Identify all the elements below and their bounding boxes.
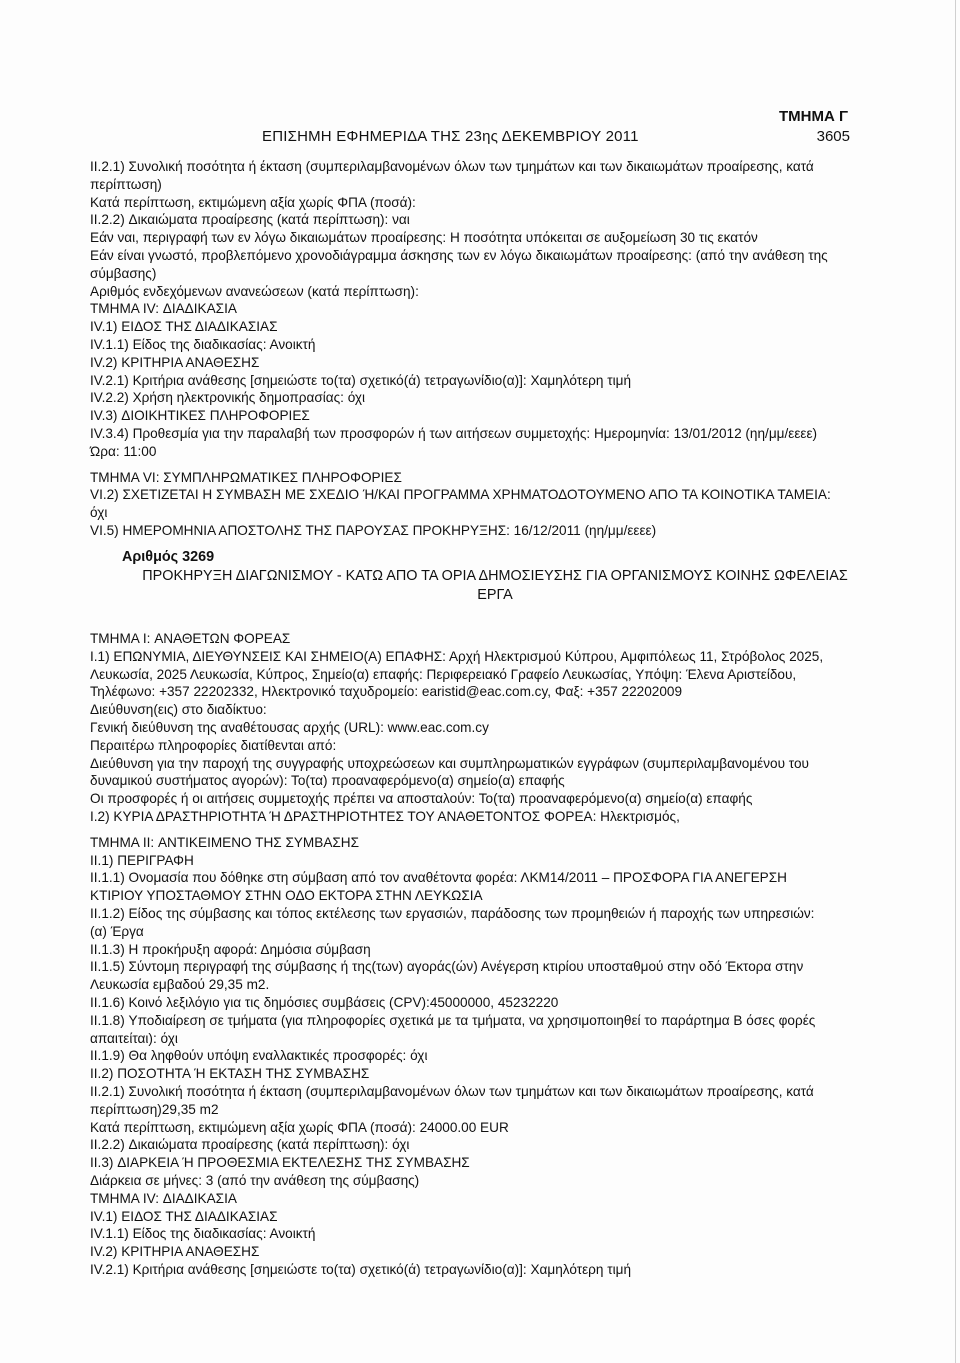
text-line: Λευκωσία εμβαδού 29,35 m2. xyxy=(90,977,270,993)
text-line: απαιτείται): όχι xyxy=(90,1030,178,1046)
text-line: IV.2.1) Κριτήρια ανάθεσης [σημειώστε το(τα) σχετικό(ά) τετραγωνίδιο(α)]: Χαμηλότερη τιμή xyxy=(90,1261,632,1277)
text-line: IV.1) ΕΙΔΟΣ ΤΗΣ ΔΙΑΔΙΚΑΣΙΑΣ xyxy=(90,1208,278,1224)
text-line: ΤΜΗΜΑ IV: ΔΙΑΔΙΚΑΣΙΑ xyxy=(90,1190,237,1206)
text-line: II.3) ΔΙΑΡΚΕΙΑ Ή ΠΡΟΘΕΣΜΙΑ ΕΚΤΕΛΕΣΗΣ ΤΗΣ ΣΥΜΒΑΣΗΣ xyxy=(90,1155,470,1171)
text-line: ΤΜΗΜΑ IV: ΔΙΑΔΙΚΑΣΙΑ xyxy=(90,301,237,317)
text-line: Διάρκεια σε μήνες: 3 (από την ανάθεση της σύμβασης) xyxy=(90,1172,420,1188)
bottom-text-block xyxy=(90,630,855,1279)
notice-title: ΠΡΟΚΗΡΥΞΗ ΔΙΑΓΩΝΙΣΜΟΥ - ΚΑΤΩ ΑΠΟ ΤΑ ΟΡΙΑ ΔΗΜΟΣΙΕΥΣΗΣ ΓΙΑ ΟΡΓΑΝΙΣΜΟΥΣ ΚΟΙΝΗΣ ΩΦΕΛΕΙΑΣ ΕΡΓΑ xyxy=(142,568,848,603)
text-line: Λευκωσία, 2025 Λευκωσία, Κύπρος, Σημείο(α) επαφής: Περιφερειακό Γραφείο Λευκωσίας, Υπόψη: Έλενα Αριστείδου, xyxy=(90,666,797,682)
text-line: II.1.2) Είδος της σύμβασης και τόπος εκτέλεσης των εργασιών, παράδοσης των προμηθειών ή παροχής των υπηρεσιών: xyxy=(90,905,815,921)
text-line: II.2.1) Συνολική ποσότητα ή έκταση (συμπεριλαμβανομένων όλων των τμημάτων και των δικαιωμάτων προαίρεσης, κατά xyxy=(90,1083,814,1099)
text-line: IV.1) ΕΙΔΟΣ ΤΗΣ ΔΙΑΔΙΚΑΣΙΑΣ xyxy=(90,319,278,335)
text-line: ΤΜΗΜΑ II: ΑΝΤΙΚΕΙΜΕΝΟ ΤΗΣ ΣΥΜΒΑΣΗΣ xyxy=(90,834,360,850)
text-line: σύμβασης) xyxy=(90,265,157,281)
text-line: περίπτωση) xyxy=(90,176,162,192)
spacer xyxy=(90,826,855,834)
text-line: ΤΜΗΜΑ VI: ΣΥΜΠΛΗΡΩΜΑΤΙΚΕΣ ΠΛΗΡΟΦΟΡΙΕΣ xyxy=(90,469,402,485)
scan-edge-line xyxy=(955,0,956,1363)
text-line: IV.3) ΔΙΟΙΚΗΤΙΚΕΣ ΠΛΗΡΟΦΟΡΙΕΣ xyxy=(90,408,310,424)
text-line: II.1) ΠΕΡΙΓΡΑΦΗ xyxy=(90,852,194,868)
text-line: Διεύθυνση(εις) στο διαδίκτυο: xyxy=(90,702,267,718)
text-line: II.2) ΠΟΣΟΤΗΤΑ Ή ΕΚΤΑΣΗ ΤΗΣ ΣΥΜΒΑΣΗΣ xyxy=(90,1066,370,1082)
text-line: IV.3.4) Προθεσμία για την παραλαβή των προσφορών ή των αιτήσεων συμμετοχής: Ημερομηνία: 13/01/2012 (ηη/μμ/εεεε) xyxy=(90,425,818,441)
text-line: ΚΤΙΡΙΟΥ ΥΠΟΣΤΑΘΜΟΥ ΣΤΗΝ ΟΔΟ ΕΚΤΟΡΑ ΣΤΗΝ ΛΕΥΚΩΣΙΑ xyxy=(90,888,483,904)
text-line: VI.2) ΣΧΕΤΙΖΕΤΑΙ Η ΣΥΜΒΑΣΗ ΜΕ ΣΧΕΔΙΟ Ή/ΚΑΙ ΠΡΟΓΡΑΜΜΑ ΧΡΗΜΑΤΟΔΟΤΟΥΜΕΝΟ ΑΠΟ ΤΑ ΚΟΙΝΟΤΙΚΑ ΤΑΜΕΙΑ: xyxy=(90,487,831,503)
text-line: II.1.9) Θα ληφθούν υπόψη εναλλακτικές προσφορές: όχι xyxy=(90,1048,428,1064)
notice-number: Αριθμός 3269 xyxy=(122,549,215,565)
text-line: IV.1.1) Είδος της διαδικασίας: Ανοικτή xyxy=(90,1226,316,1242)
text-line: Ώρα: 11:00 xyxy=(90,443,157,459)
text-line: ΤΜΗΜΑ I: ΑΝΑΘΕΤΩΝ ΦΟΡΕΑΣ xyxy=(90,631,291,646)
text-line: VI.5) ΗΜΕΡΟΜΗΝΙΑ ΑΠΟΣΤΟΛΗΣ ΤΗΣ ΠΑΡΟΥΣΑΣ ΠΡΟΚΗΡΥΞΗΣ: 16/12/2011 (ηη/μμ/εεεε) xyxy=(90,522,657,538)
text-line: IV.1.1) Είδος της διαδικασίας: Ανοικτή xyxy=(90,336,316,352)
text-line: Γενική διεύθυνση της αναθέτουσας αρχής (URL): www.eac.com.cy xyxy=(90,719,489,735)
text-line: Διεύθυνση για την παροχή της συγγραφής υποχρεώσεων και συμπληρωματικών εγγράφων (συμπεριλαμβανομένου του xyxy=(90,755,809,771)
text-line: Εάν ναι, περιγραφή των εν λόγω δικαιωμάτων προαίρεσης: Η ποσότητα υπόκειται σε αυξομείωση 30 τις εκατόν xyxy=(90,230,758,246)
text-line: IV.2.2) Χρήση ηλεκτρονικής δημοπρασίας: όχι xyxy=(90,390,366,406)
text-line: Κατά περίπτωση, εκτιμώμενη αξία χωρίς ΦΠΑ (ποσά): 24000.00 EUR xyxy=(90,1119,509,1135)
spacer xyxy=(90,461,855,469)
page-number: 3605 xyxy=(816,128,850,145)
text-line: II.2.2) Δικαιώματα προαίρεσης (κατά περίπτωση): όχι xyxy=(90,1137,410,1153)
notice-heading xyxy=(90,548,870,605)
text-line: Περαιτέρω πληροφορίες διατίθενται από: xyxy=(90,737,337,753)
text-line: II.2.2) Δικαιώματα προαίρεσης (κατά περίπτωση): ναι xyxy=(90,212,410,228)
text-line: περίπτωση)29,35 m2 xyxy=(90,1101,219,1117)
text-line: II.1.8) Υποδιαίρεση σε τμήματα (για πληροφορίες σχετικά με τα τμήματα, να χρησιμοποιηθεί το παράρτημα Β όσες φορές xyxy=(90,1012,816,1028)
text-line: (α) Έργα xyxy=(90,923,144,939)
text-line: II.1.6) Κοινό λεξιλόγιο για τις δημόσιες συμβάσεις (CPV):45000000, 45232220 xyxy=(90,994,559,1010)
section-tag: ΤΜΗΜΑ Γ xyxy=(778,108,848,125)
top-text-block xyxy=(90,158,855,540)
text-line: δυναμικού συστήματος αγορών): Το(τα) προαναφερόμενο(α) σημείο(α) επαφής xyxy=(90,773,565,789)
text-line: Αριθμός ενδεχόμενων ανανεώσεων (κατά περίπτωση): xyxy=(90,283,419,299)
gazette-header-line: ΕΠΙΣΗΜΗ ΕΦΗΜΕΡΙΔΑ ΤΗΣ 23ης ΔΕΚΕΜΒΡΙΟΥ 2011 xyxy=(262,128,639,145)
text-line: Τηλέφωνο: +357 22202332, Ηλεκτρονικό ταχυδρομείο: earistid@eac.com.cy, Φαξ: +357 22202009 xyxy=(90,684,683,700)
text-line: Οι προσφορές ή οι αιτήσεις συμμετοχής πρέπει να αποσταλούν: Το(τα) προαναφερόμενο(α) σημείο(α) επαφής xyxy=(90,791,753,807)
text-line: II.1.5) Σύντομη περιγραφή της σύμβασης ή της(των) αγοράς(ών) Ανέγερση κτιρίου υποσταθμού στην οδό Έκτορα στην xyxy=(90,959,804,975)
text-line: Εάν είναι γνωστό, προβλεπόμενο χρονοδιάγραμμα άσκησης των εν λόγω δικαιωμάτων προαίρεσης: (από την ανάθεση της xyxy=(90,247,828,263)
text-line: I.2) ΚΥΡΙΑ ΔΡΑΣΤΗΡΙΟΤΗΤΑ Ή ΔΡΑΣΤΗΡΙΟΤΗΤΕΣ ΤΟΥ ΑΝΑΘΕΤΟΝΤΟΣ ΦΟΡΕΑ: Ηλεκτρισμός, xyxy=(90,808,680,824)
text-line: Κατά περίπτωση, εκτιμώμενη αξία χωρίς ΦΠΑ (ποσά): xyxy=(90,194,416,210)
text-line: IV.2) ΚΡΙΤΗΡΙΑ ΑΝΑΘΕΣΗΣ xyxy=(90,354,260,370)
text-line: II.1.1) Ονομασία που δόθηκε στη σύμβαση από τον αναθέτοντα φορέα: ΛΚΜ14/2011 – ΠΡΟΣΦΟΡΑ ΓΙΑ ΑΝΕΓΕΡΣΗ xyxy=(90,870,787,886)
text-line: IV.2) ΚΡΙΤΗΡΙΑ ΑΝΑΘΕΣΗΣ xyxy=(90,1244,260,1260)
text-line: II.1.3) Η προκήρυξη αφορά: Δημόσια σύμβαση xyxy=(90,941,371,957)
text-line: I.1) ΕΠΩΝΥΜΙΑ, ΔΙΕΥΘΥΝΣΕΙΣ ΚΑΙ ΣΗΜΕΙΟ(Α) ΕΠΑΦΗΣ: Αρχή Ηλεκτρισμού Κύπρου, Αμφιπόλεως 11, Στρόβολος 2025, xyxy=(90,648,824,664)
text-line: όχι xyxy=(90,505,108,521)
text-line: IV.2.1) Κριτήρια ανάθεσης [σημειώστε το(τα) σχετικό(ά) τετραγωνίδιο(α)]: Χαμηλότερη τιμή xyxy=(90,372,632,388)
text-line: II.2.1) Συνολική ποσότητα ή έκταση (συμπεριλαμβανομένων όλων των τμημάτων και των δικαιωμάτων προαίρεσης, κατά xyxy=(90,159,814,174)
